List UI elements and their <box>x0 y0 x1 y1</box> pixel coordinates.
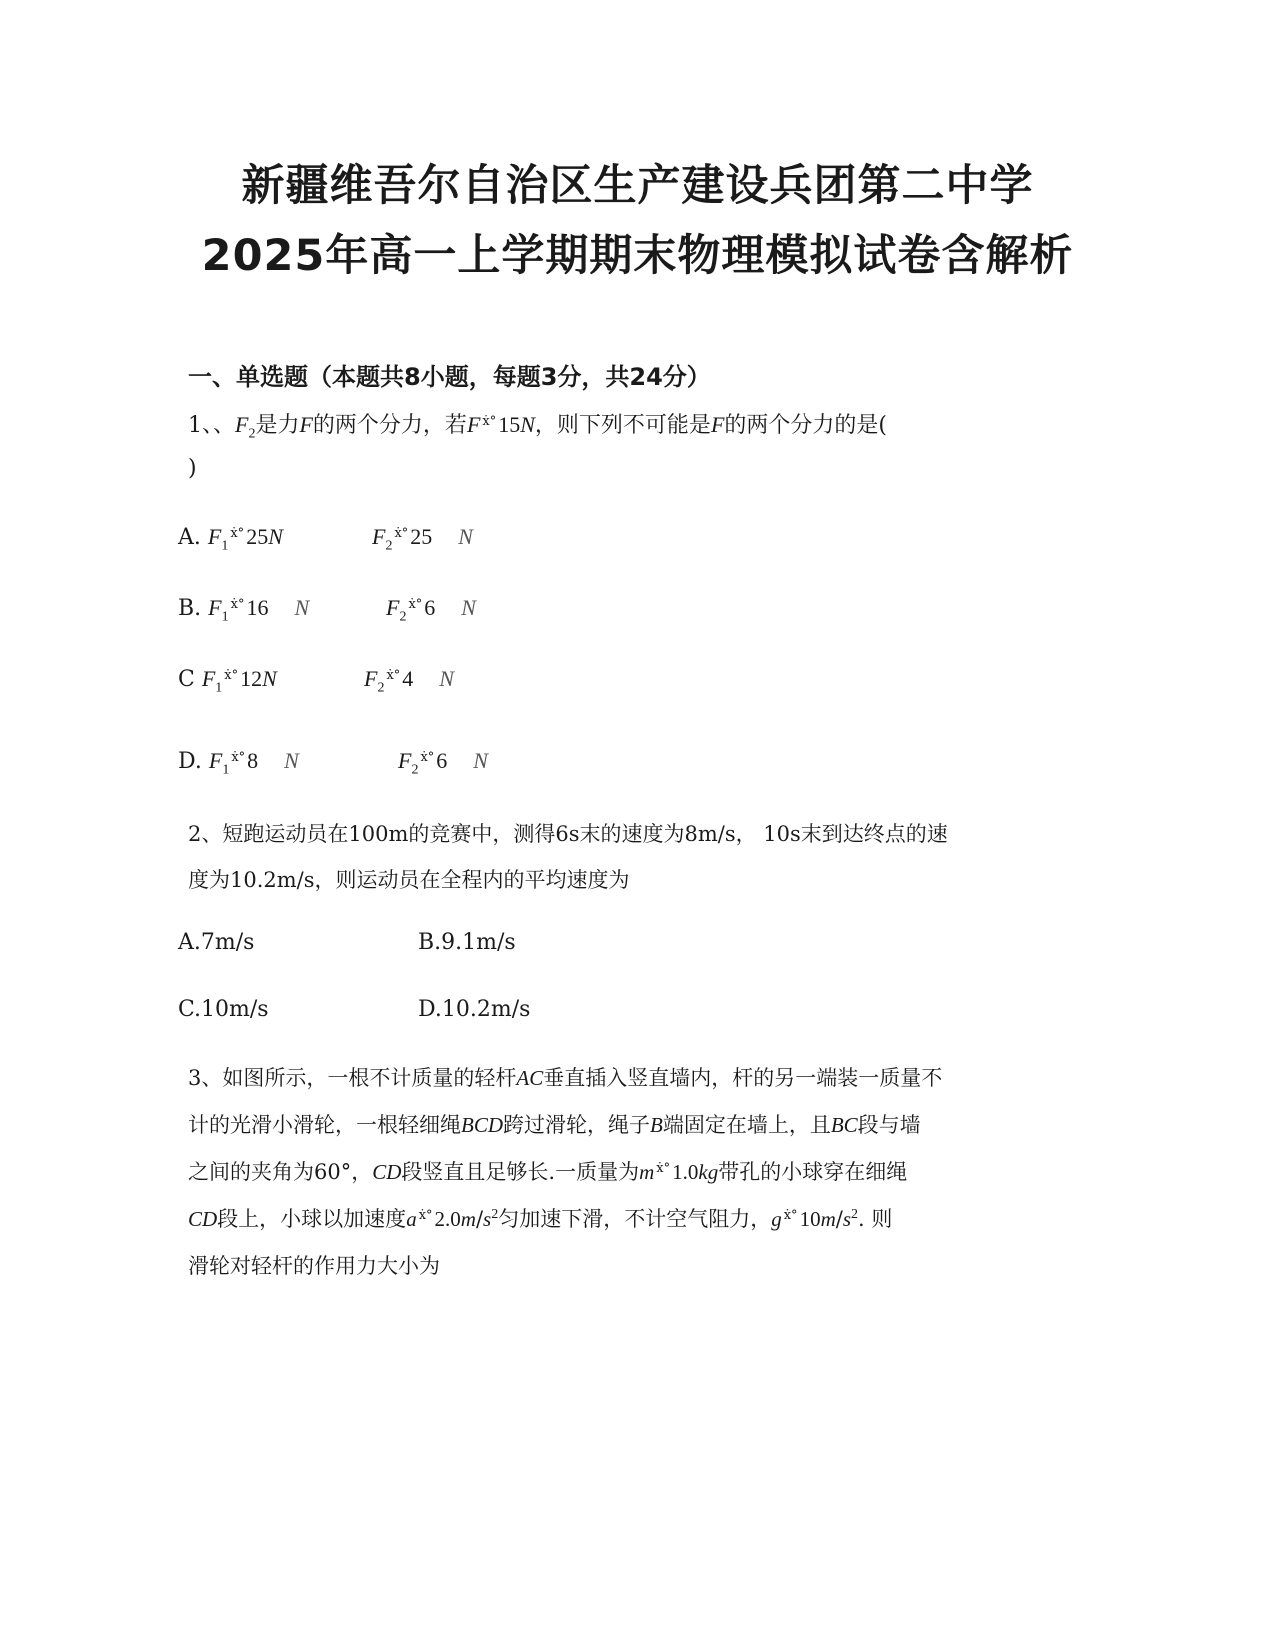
option-f2: F <box>372 524 386 549</box>
q3-symbol-ac: AC <box>516 1066 544 1090</box>
section-heading: 一、单选题（本题共8小题，每题3分，共24分） <box>188 363 711 391</box>
q2-option-c: C.10m/s <box>178 997 269 1022</box>
option-u2: N <box>458 524 473 549</box>
q1-option-d <box>178 748 299 778</box>
option-u2: N <box>439 666 454 691</box>
q3-text: . 则 <box>858 1207 893 1231</box>
q2-option-b: B.9.1m/s <box>418 930 516 955</box>
q1-prefix: 1、、 <box>188 413 235 438</box>
question-1-stem <box>188 408 887 442</box>
option-u2: N <box>461 595 476 620</box>
q3-text: 跨过滑轮，绳子 <box>503 1113 650 1137</box>
q1-unit: N <box>520 412 535 437</box>
question-3-line-4: CD段上，小球以加速度a $^{ẋ^\circ}2.0m/s^2$匀加速下滑，不计空气阻力，g $^{ẋ^\circ}10m/s^2$. 则 <box>188 1207 893 1231</box>
option-f2-sub: 2 <box>411 762 419 778</box>
q3-g-value: 10 <box>799 1207 821 1231</box>
q3-sup-2: 2 <box>491 1207 499 1222</box>
option-f2: F <box>398 748 412 773</box>
q3-symbol-b: B <box>650 1113 663 1137</box>
question-3-line-1 <box>188 1062 942 1092</box>
q3-mass-value: 1.0 <box>672 1160 699 1184</box>
q1-option-c-f2 <box>364 666 454 696</box>
option-glyph: ẋ° <box>408 597 423 612</box>
q3-text: 段与墙 <box>857 1113 921 1137</box>
option-glyph: ẋ° <box>386 668 401 683</box>
option-u1: N <box>284 748 299 773</box>
q3-sup-2: 2 <box>851 1207 858 1222</box>
q3-glyph: ẋ° <box>418 1208 433 1223</box>
question-3-line-2 <box>188 1109 921 1139</box>
q3-unit-s: s <box>483 1207 492 1231</box>
q1-option-a <box>178 524 283 554</box>
option-glyph: ẋ° <box>224 668 239 683</box>
option-f1: F <box>208 748 223 773</box>
q1-symbol-f: F <box>299 412 313 437</box>
q3-text: 垂直插入竖直墙内，杆的另一端装一质量不 <box>543 1066 943 1090</box>
q1-text-1: 是力 <box>255 413 300 438</box>
q1-option-c <box>178 666 277 696</box>
option-label: D. <box>178 749 202 774</box>
option-f2-sub: 2 <box>385 538 393 554</box>
q3-symbol-cd: CD <box>188 1207 218 1231</box>
option-glyph: ẋ° <box>230 526 245 541</box>
option-f1: F <box>208 595 222 620</box>
option-v2: 25 <box>410 524 433 549</box>
option-f2-sub: 2 <box>377 680 385 696</box>
q3-text: 3、如图所示，一根不计质量的轻杆 <box>188 1066 517 1090</box>
option-v2: 6 <box>424 595 436 620</box>
q1-option-b <box>178 595 309 625</box>
option-v1: 12 <box>240 666 263 691</box>
q3-unit-s: s <box>842 1207 851 1231</box>
title-line-1: 新疆维吾尔自治区生产建设兵团第二中学 <box>241 161 1034 211</box>
option-u1: N <box>294 595 310 620</box>
q3-text: 段竖直且足够长.一质量为 <box>401 1160 640 1184</box>
option-f1: F <box>207 524 222 549</box>
q1-sub-2: 2 <box>248 426 256 442</box>
q3-text: 计的光滑小滑轮，一根轻细绳 <box>188 1113 461 1137</box>
q3-symbol-bcd: BCD <box>461 1113 503 1137</box>
option-v2: 4 <box>402 666 414 691</box>
option-label: B. <box>178 596 202 621</box>
option-glyph: ẋ° <box>394 526 409 541</box>
q1-text-4: 的两个分力的是( <box>724 413 887 438</box>
q3-text: 之间的夹角为60°， <box>188 1160 373 1184</box>
q1-symbol-f2: F <box>235 412 249 437</box>
option-u1: N <box>268 524 283 549</box>
option-u2: N <box>473 748 488 773</box>
option-u1: N <box>262 666 277 691</box>
q3-text: 段上，小球以加速度 <box>217 1207 407 1231</box>
option-glyph: ẋ° <box>230 597 245 612</box>
title-line-2: 2025年高一上学期期末物理模拟试卷含解析 <box>201 231 1074 281</box>
option-v1: 16 <box>246 595 269 620</box>
q3-text: 带孔的小球穿在细绳 <box>718 1160 908 1184</box>
q3-symbol-g: g <box>771 1207 782 1231</box>
q3-unit-m: m <box>460 1207 476 1231</box>
q1-option-a-f2 <box>372 524 473 554</box>
q1-symbol-f-again: F <box>466 412 481 437</box>
q3-glyph: ẋ° <box>783 1208 798 1223</box>
option-v1: 25 <box>246 524 269 549</box>
q1-text-3: ，则下列不可能是 <box>534 413 711 438</box>
option-v2: 6 <box>436 748 448 773</box>
option-label: A. <box>178 525 201 550</box>
q1-text-2: 的两个分力，若 <box>312 413 467 438</box>
q3-accel-value: 2.0 <box>434 1207 461 1231</box>
q1-value: 15 <box>498 412 521 437</box>
option-glyph: ẋ° <box>231 750 246 765</box>
q1-option-d-f2 <box>398 748 488 778</box>
option-f1-sub: 1 <box>215 680 223 696</box>
question-1-close: ) <box>188 456 197 481</box>
q2-option-d: D.10.2m/s <box>418 997 531 1022</box>
q1-garbled-glyph: ẋ° <box>482 414 497 429</box>
q1-symbol-f-3: F <box>710 412 725 437</box>
q1-option-b-f2 <box>386 595 476 625</box>
option-label: C <box>178 667 195 692</box>
q3-symbol-m: m <box>639 1160 655 1184</box>
q3-text: 端固定在墙上，且 <box>662 1113 831 1137</box>
option-f1-sub: 1 <box>221 538 229 554</box>
q3-unit-kg: kg <box>698 1160 719 1184</box>
question-3-line-3 <box>188 1156 907 1186</box>
option-f1: F <box>201 666 216 691</box>
option-f1-sub: 1 <box>221 609 229 625</box>
option-v1: 8 <box>247 748 259 773</box>
q3-glyph: ẋ° <box>656 1161 671 1176</box>
q3-text: 匀加速下滑，不计空气阻力， <box>498 1207 772 1231</box>
q2-option-a: A.7m/s <box>178 930 255 955</box>
option-f1-sub: 1 <box>222 762 230 778</box>
q3-symbol-bc: BC <box>830 1113 858 1137</box>
option-f2-sub: 2 <box>399 609 407 625</box>
option-f2: F <box>386 595 400 620</box>
q3-unit-m: m <box>820 1207 836 1231</box>
option-glyph: ẋ° <box>420 750 435 765</box>
question-3-line-5: 滑轮对轻杆的作用力大小为 <box>188 1254 440 1278</box>
question-2-line-2: 度为10.2m/s，则运动员在全程内的平均速度为 <box>188 868 630 892</box>
q3-symbol-a: a <box>406 1207 417 1231</box>
q3-symbol-cd: CD <box>372 1160 402 1184</box>
option-f2: F <box>364 666 378 691</box>
question-2-line-1: 2、短跑运动员在100m的竞赛中，测得6s末的速度为8m/s， 10s末到达终点的速 <box>188 822 948 846</box>
